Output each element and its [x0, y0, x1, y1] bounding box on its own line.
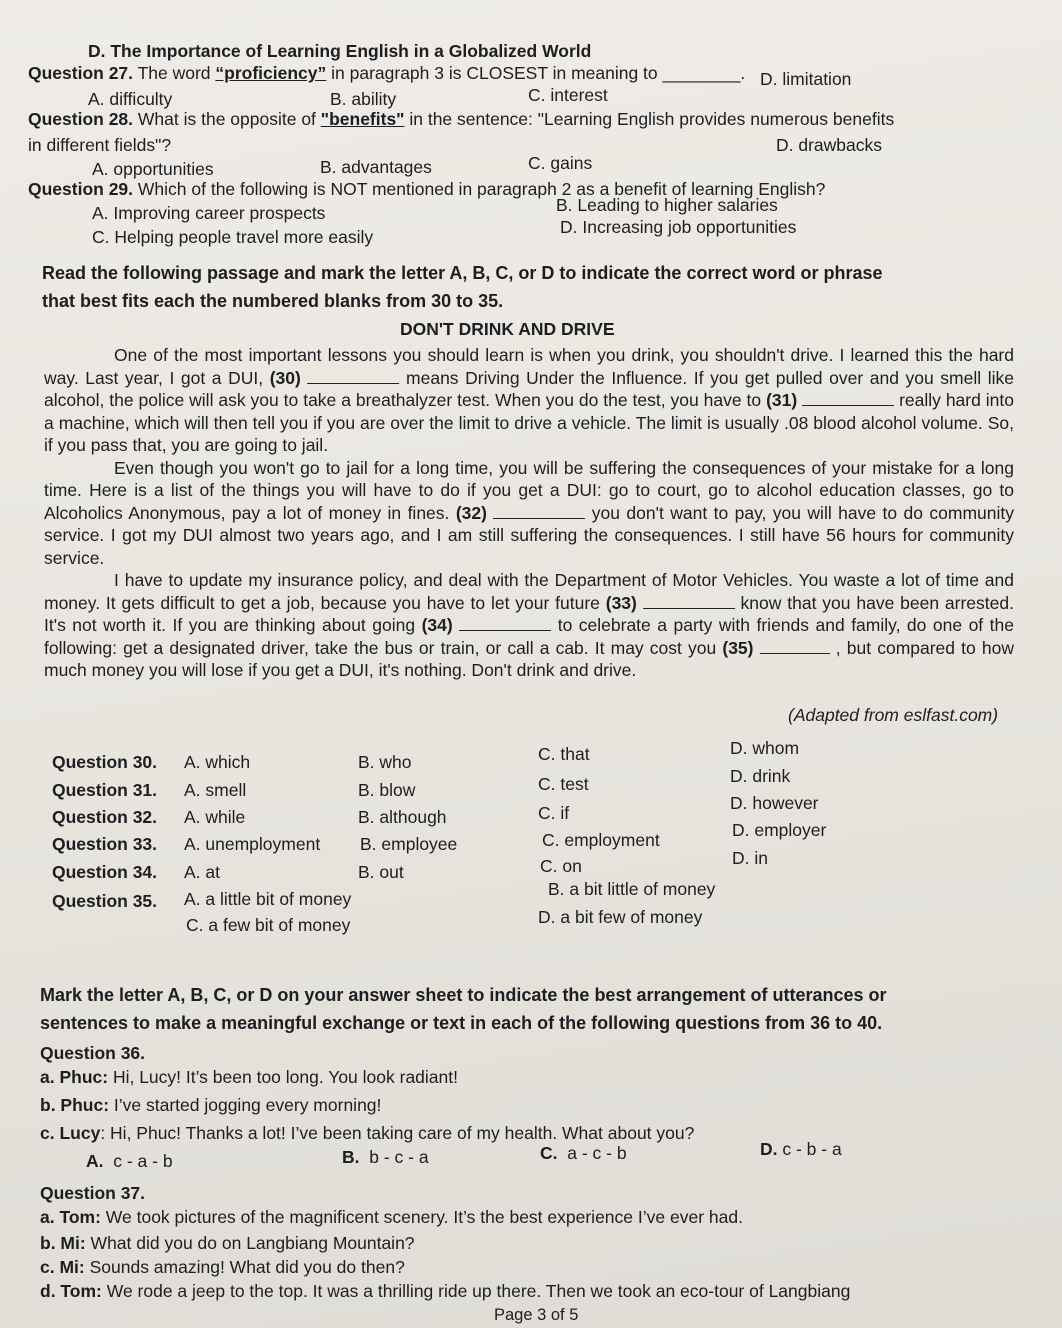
blank-31[interactable] [802, 391, 894, 406]
q36-line-a: a. Phuc: Hi, Lucy! It’s been too long. You look radiant! [40, 1067, 458, 1087]
passage-title: DON'T DRINK AND DRIVE [400, 319, 615, 339]
q28-stem-line2: in different fields"? [28, 135, 172, 155]
blank-30[interactable] [307, 369, 399, 384]
q32-row [52, 793, 1012, 831]
q35-option-a: A. a little bit of money [184, 889, 352, 909]
q32-option-a: A. while [184, 807, 246, 827]
q30-option-a: A. which [184, 752, 251, 772]
q27-option-c: C. interest [528, 85, 608, 105]
q31-row [52, 766, 1012, 804]
q36-option-a: A. c - a - b [86, 1151, 173, 1171]
q35-label: Question 35. [52, 891, 158, 911]
q33-option-d: D. employer [732, 820, 827, 840]
q26-option-d: D. The Importance of Learning English in a Globalized World [88, 41, 592, 61]
q29-stem: Question 29. Which of the following is NOT mentioned in paragraph 2 as a benefit of learning English? [28, 179, 826, 199]
q28-option-d: D. drawbacks [776, 135, 883, 155]
passage-body [44, 344, 1014, 682]
q28-option-b: B. advantages [320, 157, 432, 177]
q31-option-d: D. drink [730, 766, 791, 786]
q30-label: Question 30. [52, 752, 158, 772]
q31-label: Question 31. [52, 780, 158, 800]
q37-line-d: d. Tom: We rode a jeep to the top. It was a thrilling ride up there. Then we took an eco-tour of Langbiang [40, 1281, 851, 1301]
instruction-cloze-line2: that best fits each the numbered blanks from 30 to 35. [42, 291, 504, 311]
passage-paragraph-3: I have to update my insurance policy, and deal with the Department of Motor Vehicles. You waste a lot of time and money. It gets difficult to get a job, because you have to let your future (33) know that you have been arrested. It's not worth it. If you are thinking about going (34) to celebrate a party with friends and family, do one of the following: get a designated driver, take the bus or train, or call a cab. It may cost you (35) , but compared to how much money you will lose if you get a DUI, it's nothing. Don't drink and drive. [44, 570, 1014, 680]
q32-option-c: C. if [538, 803, 570, 823]
q34-row [52, 848, 1012, 886]
instruction-cloze-line1: Read the following passage and mark the letter A, B, C, or D to indicate the correct word or phrase [42, 263, 883, 283]
q36-line-c: c. Lucy: Hi, Phuc! Thanks a lot! I’ve been taking care of my health. What about you? [40, 1123, 695, 1143]
q30-option-c: C. that [538, 744, 590, 764]
blank-32[interactable] [493, 504, 585, 519]
q33-option-b: B. employee [360, 834, 458, 854]
q30-option-d: D. whom [730, 738, 800, 758]
q37-line-b: b. Mi: What did you do on Langbiang Mountain? [40, 1233, 415, 1253]
passage-paragraph-2: Even though you won't go to jail for a long time, you will be suffering the consequences of your mistake for a long time. Here is a list of the things you will have to do if you get a DUI: go to court, go to alcohol education classes, go to Alcoholics Anonymous, pay a lot of money in fines. (32) you don't want to pay, you will have to do community service. I got my DUI almost two years ago, and I am still suffering the consequences. I still have 56 hours for community service. [44, 457, 1014, 568]
q32-label: Question 32. [52, 807, 158, 827]
q27-option-a: A. difficulty [88, 89, 173, 109]
q29-option-b: B. Leading to higher salaries [556, 195, 778, 215]
q34-label: Question 34. [52, 862, 158, 882]
q31-option-b: B. blow [358, 780, 416, 800]
q36-label: Question 36. [40, 1043, 146, 1063]
q35-option-b: B. a bit little of money [548, 879, 716, 899]
q32-option-d: D. however [730, 793, 819, 813]
q29-option-c: C. Helping people travel more easily [92, 227, 374, 247]
q37-label: Question 37. [40, 1183, 146, 1203]
q29-option-a: A. Improving career prospects [92, 203, 326, 223]
q33-option-a: A. unemployment [184, 834, 321, 854]
q30-option-b: B. who [358, 752, 412, 772]
q34-option-a: A. at [184, 862, 220, 882]
q35-option-c: C. a few bit of money [186, 915, 351, 935]
q34-option-d: D. in [732, 848, 768, 868]
q29-option-d: D. Increasing job opportunities [560, 217, 797, 237]
q27-option-d: D. limitation [760, 69, 852, 89]
q28-stem: Question 28. What is the opposite of "benefits" in the sentence: "Learning English provides numerous benefits [28, 109, 895, 129]
blank-34[interactable] [459, 616, 551, 631]
q33-option-c: C. employment [542, 830, 660, 850]
q27-option-b: B. ability [330, 89, 397, 109]
blank-35[interactable] [760, 639, 830, 654]
passage-source: (Adapted from eslfast.com) [788, 705, 999, 725]
q36-option-b: B. b - c - a [342, 1147, 429, 1167]
instruction-arrange-line1: Mark the letter A, B, C, or D on your answer sheet to indicate the best arrangement of utterances or [40, 985, 887, 1005]
q36-option-d: D. c - b - a [760, 1139, 842, 1159]
q34-option-c: C. on [540, 856, 582, 876]
q33-label: Question 33. [52, 834, 158, 854]
q31-option-c: C. test [538, 774, 589, 794]
q28-option-a: A. opportunities [92, 159, 214, 179]
q31-option-a: A. smell [184, 780, 247, 800]
q35-option-d: D. a bit few of money [538, 907, 703, 927]
q27-stem: Question 27. The word “proficiency” in paragraph 3 is CLOSEST in meaning to ________. [28, 63, 746, 83]
q33-row [52, 820, 1012, 858]
q28-option-c: C. gains [528, 153, 593, 173]
passage-paragraph-1: One of the most important lessons you should learn is when you drink, you shouldn't drive. I learned this the hard way. Last year, I got a DUI, (30) means Driving Under the Influence. If you get pulled over and you smell like alcohol, the police will ask you to take a breathalyzer test. When you do the test, you have to (31) really hard into a machine, which will then tell you if you are over the limit to drive a vehicle. The limit is usually .08 blood alcohol volume. So, if you pass that, you are going to jail. [44, 345, 1014, 455]
blank-33[interactable] [643, 594, 735, 609]
q37-line-a: a. Tom: We took pictures of the magnificent scenery. It’s the best experience I’ve ever had. [40, 1207, 743, 1227]
q32-option-b: B. although [358, 807, 447, 827]
q36-line-b: b. Phuc: I’ve started jogging every morning! [40, 1095, 382, 1115]
q34-option-b: B. out [358, 862, 404, 882]
q37-line-c: c. Mi: Sounds amazing! What did you do then? [40, 1257, 405, 1277]
q36-option-c: C. a - c - b [540, 1143, 627, 1163]
q30-row [52, 738, 1012, 776]
instruction-arrange-line2: sentences to make a meaningful exchange or text in each of the following questions from 36 to 40. [40, 1013, 883, 1033]
page-number: Page 3 of 5 [494, 1306, 579, 1324]
